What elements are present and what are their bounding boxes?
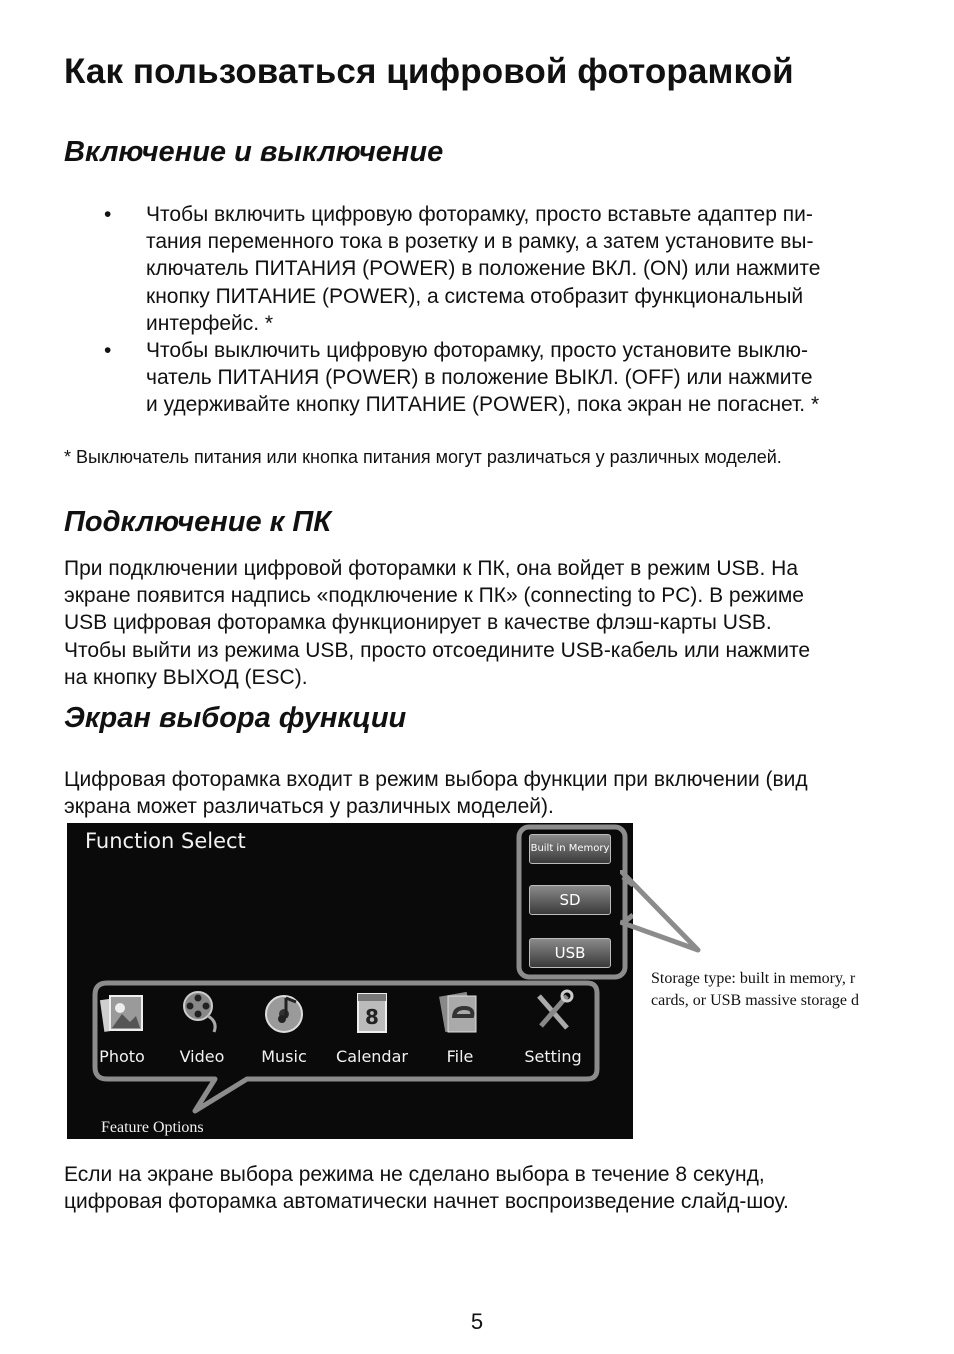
bullet-line: ключатель ПИТАНИЯ (POWER) в положение ВКЛ. (ON) или нажмите	[146, 257, 821, 281]
file-icon	[436, 988, 484, 1036]
option-label: Setting	[524, 1047, 582, 1066]
option-label: Video	[179, 1047, 225, 1066]
page-title: Как пользоваться цифровой фоторамкой	[64, 52, 794, 91]
bullet-dot: •	[104, 339, 112, 363]
feature-options-caption: Feature Options	[101, 1119, 204, 1136]
paragraph-line: экране появится надпись «подключение к ПК» (connecting to PC). В режиме	[64, 584, 804, 608]
power-on-bullet	[64, 201, 894, 337]
film-reel-icon	[178, 988, 226, 1036]
power-bullet-list	[64, 201, 894, 419]
option-label: Calendar	[336, 1047, 408, 1066]
function-intro	[64, 766, 904, 820]
bullet-line: Чтобы выключить цифровую фоторамку, просто установите выклю-	[146, 339, 808, 363]
photo-option[interactable]	[82, 988, 162, 1066]
caption-line: Storage type: built in memory, r	[651, 970, 856, 987]
storage-callout-pointer	[620, 870, 710, 960]
file-option[interactable]	[420, 988, 500, 1066]
wrench-screwdriver-icon	[529, 988, 577, 1036]
bullet-line: Чтобы включить цифровую фоторамку, просто вставьте адаптер пи-	[146, 203, 813, 226]
bullet-line: чатель ПИТАНИЯ (POWER) в положение ВЫКЛ. (OFF) или нажмите	[146, 366, 813, 390]
callout-outlines	[67, 823, 633, 1139]
bullet-line: интерфейс. *	[146, 311, 274, 335]
paragraph-line: USB цифровая фоторамка функционирует в качестве флэш-карты USB.	[64, 611, 772, 635]
section-heading-function: Экран выбора функции	[64, 702, 407, 734]
bullet-line: тания переменного тока в розетку и в рамку, а затем установите вы-	[146, 230, 814, 254]
sd-button[interactable]: SD	[529, 885, 611, 915]
section-heading-pc: Подключение к ПК	[64, 506, 332, 538]
svg-text:8: 8	[365, 1005, 379, 1029]
usb-button[interactable]: USB	[529, 938, 611, 968]
pc-paragraph	[64, 555, 904, 691]
bullet-dot: •	[104, 203, 112, 226]
section-heading-power: Включение и выключение	[64, 136, 444, 168]
photo-icon	[98, 988, 146, 1036]
paragraph-line: Цифровая фоторамка входит в режим выбора функции при включении (вид	[64, 768, 808, 791]
page-number: 5	[470, 1309, 484, 1334]
calendar-icon	[348, 988, 396, 1036]
storage-caption	[651, 968, 891, 1012]
paragraph-line: Если на экране выбора режима не сделано выбора в течение 8 секунд,	[64, 1163, 765, 1186]
paragraph-line: экрана может различаться у различных моделей).	[64, 795, 554, 819]
caption-line: cards, or USB massive storage d	[651, 992, 859, 1009]
video-option[interactable]	[162, 988, 242, 1066]
function-outro	[64, 1161, 904, 1215]
music-option[interactable]	[244, 988, 324, 1066]
paragraph-line: При подключении цифровой фоторамки к ПК, она войдет в режим USB. На	[64, 557, 799, 580]
power-footnote: * Выключатель питания или кнопка питания могут различаться у различных моделей.	[64, 447, 782, 467]
calendar-option[interactable]	[332, 988, 412, 1066]
setting-option[interactable]	[513, 988, 593, 1066]
paragraph-line: цифровая фоторамка автоматически начнет воспроизведение слайд-шоу.	[64, 1190, 789, 1214]
bullet-line: кнопку ПИТАНИЕ (POWER), а система отобразит функциональный	[146, 284, 804, 308]
option-label: Photo	[99, 1047, 145, 1066]
option-label: File	[446, 1047, 474, 1066]
function-select-screen	[67, 823, 633, 1139]
paragraph-line: Чтобы выйти из режима USB, просто отсоедините USB-кабель или нажмите	[64, 638, 811, 662]
paragraph-line: на кнопку ВЫХОД (ESC).	[64, 665, 308, 689]
option-label: Music	[261, 1047, 307, 1066]
screen-title: Function Select	[85, 829, 246, 853]
built-in-memory-button[interactable]: Built in Memory	[529, 834, 611, 864]
power-off-bullet	[64, 337, 894, 419]
music-disc-icon	[260, 988, 308, 1036]
bullet-line: и удерживайте кнопку ПИТАНИЕ (POWER), пока экран не погаснет. *	[146, 393, 820, 417]
